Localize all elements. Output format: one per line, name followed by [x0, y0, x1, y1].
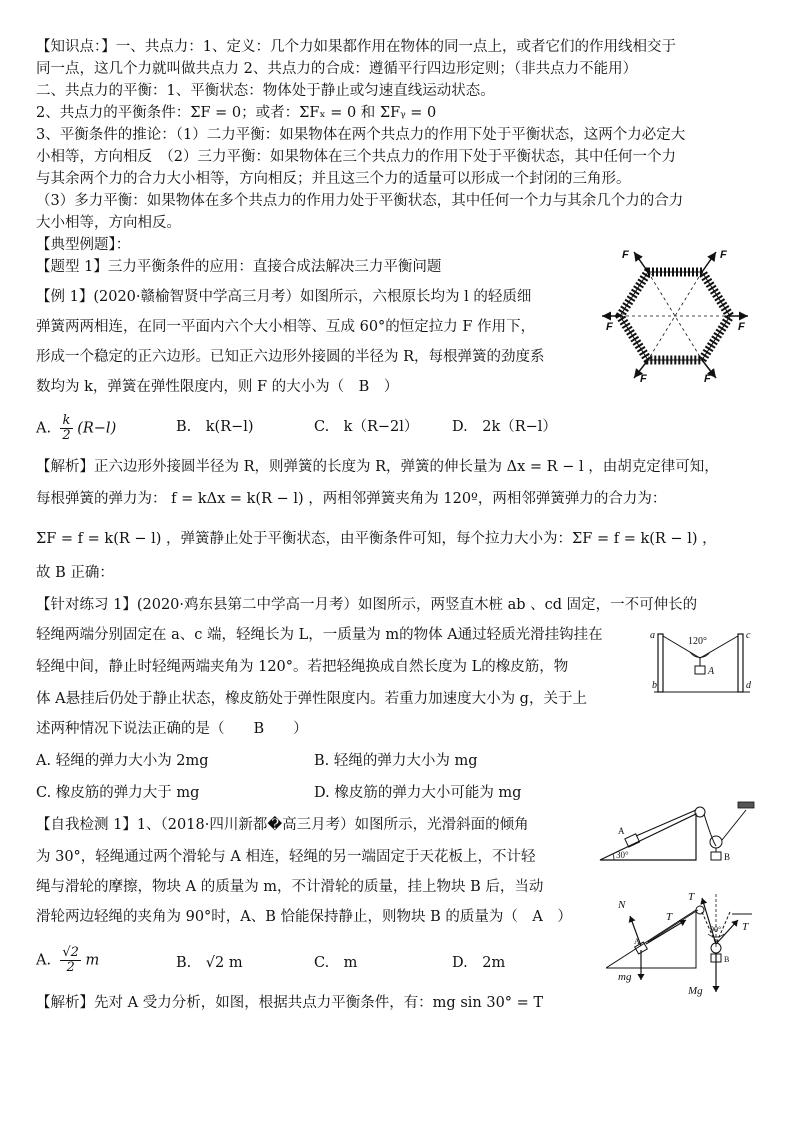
selfcheck1-option-b: B. √2 m	[176, 955, 243, 971]
selfcheck1-line-3: 绳与滑轮的摩擦，物块 A 的质量为 m，不计滑轮的质量，挂上物块 B 后，当动	[36, 879, 544, 895]
incline-angle-label: 30°	[616, 850, 629, 860]
block-b-label: B	[724, 955, 730, 964]
practice1-line-3: 轻绳中间，静止时轻绳两端夹角为 120°。若把轻绳换成自然长度为 L的橡皮筋，物	[36, 659, 569, 675]
example1-line-2: 弹簧两两相连，在同一平面内六个大小相等、互成 60°的恒定拉力 F 作用下，	[36, 319, 536, 335]
block-a-label: A	[634, 937, 640, 946]
object-label-a: A	[708, 666, 715, 677]
practice1-option-d: D. 橡皮筋的弹力大小可能为 mg	[314, 785, 522, 801]
knowledge-line-7: 与其余两个力的合力大小相等，方向相反；并且这三个力的适量可以形成一个封闭的三角形。	[36, 171, 631, 187]
selfcheck1-line-4: 滑轮两边轻绳的夹角为 90°时，A、B 恰能保持静止，则物块 B 的质量为（ A ）	[36, 909, 572, 925]
force-label: F	[738, 321, 745, 333]
selfcheck1-option-d: D. 2m	[452, 955, 506, 971]
practice1-line-5: 述两种情况下说法正确的是（ B ）	[36, 721, 308, 737]
analysis1-line-1: 【解析】正六边形外接圆半径为 R，则弹簧的长度为 R，弹簧的伸长量为 Δx = R − l ，由胡克定律可知，	[36, 459, 719, 475]
force-analysis-figure	[606, 888, 766, 1000]
force-label: F	[606, 321, 613, 333]
knowledge-line-1: 【知识点：】一、共点力：1、定义：几个力如果都作用在物体的同一点上，或者它们的作用线相交于	[36, 39, 676, 55]
practice1-line-2: 轻绳两端分别固定在 a、c 端，轻绳长为 L，一质量为 m的物体 A通过轻质光滑挂钩挂在	[36, 627, 603, 643]
selfcheck1-option-c: C. m	[314, 955, 358, 971]
knowledge-line-6: 小相等，方向相反 （2）三力平衡：如果物体在三个共点力的作用下处于平衡状态，其中任何一个力	[36, 149, 676, 165]
posts-rope-figure	[650, 622, 760, 698]
analysis1-line-3: ΣF = f = k(R − l) ，弹簧静止处于平衡状态，由平衡条件可知，每个拉力大小为：ΣF = f = k(R − l) ，	[36, 531, 717, 547]
knowledge-line-5: 3、平衡条件的推论：（1）二力平衡：如果物体在两个共点力的作用下处于平衡状态，这两个力必定大	[36, 127, 686, 143]
selfcheck1-line-1: 【自我检测 1】1、（2018·四川新都�高三月考）如图所示，光滑斜面的倾角	[36, 817, 529, 833]
angle-label: 120°	[688, 636, 707, 647]
post-label-c: c	[746, 630, 751, 641]
weight-a-label: mg	[618, 971, 632, 983]
selfcheck1-option-a: A. $\frac{√2}{2}$ m	[36, 945, 100, 975]
post-label-b: b	[652, 680, 657, 691]
force-label: F	[640, 373, 647, 384]
knowledge-line-4: 2、共点力的平衡条件：ΣF = 0；或者：ΣFₓ = 0 和 ΣFᵧ = 0	[36, 105, 437, 121]
post-label-d: d	[746, 680, 751, 691]
practice1-line-4: 体 A悬挂后仍处于静止状态，橡皮筋处于弹性限度内。若重力加速度大小为 g，关于上	[36, 691, 587, 707]
tension-label: T	[688, 891, 695, 903]
knowledge-line-8: （3）多力平衡：如果物体在多个共点力的作用力处于平衡状态，其中任何一个力与其余几个力的合力	[36, 193, 684, 209]
normal-force-label: N	[618, 899, 626, 911]
post-label-a: a	[650, 630, 655, 641]
angle-label: 90°	[710, 925, 722, 934]
practice1-option-a: A. 轻绳的弹力大小为 2mg	[36, 753, 209, 769]
knowledge-line-2: 同一点，这几个力就叫做共点力 2、共点力的合成：遵循平行四边形定则；（非共点力不能用）	[36, 61, 638, 77]
example1-option-d: D. 2k（R−l）	[452, 419, 557, 435]
topic-1-heading: 【题型 1】三力平衡条件的应用：直接合成法解决三力平衡问题	[36, 259, 442, 275]
weight-b-label: Mg	[688, 985, 703, 997]
example1-line-3: 形成一个稳定的正六边形。已知正六边形外接圆的半径为 R，每根弹簧的劲度系	[36, 349, 545, 365]
examples-heading: 【典型例题】：	[36, 237, 131, 253]
force-label: F	[622, 249, 629, 261]
practice1-option-c: C. 橡皮筋的弹力大于 mg	[36, 785, 200, 801]
practice1-line-1: 【针对练习 1】(2020·鸡东县第二中学高一月考）如图所示，两竖直木桩 ab 、cd 固定，一不可伸长的	[36, 597, 698, 613]
block-a-label: A	[618, 826, 625, 836]
tension-label: T	[742, 921, 749, 933]
incline-pulley-figure	[596, 800, 766, 862]
analysis1-line-2: 每根弹簧的弹力为： f = kΔx = k(R − l) ，两相邻弹簧夹角为 120º，两相邻弹簧弹力的合力为：	[36, 491, 667, 507]
example1-option-b: B. k(R−l)	[176, 419, 254, 435]
example1-option-a: A. $\frac{k}{2}$ (R−l)	[36, 413, 117, 443]
force-label: F	[720, 249, 727, 261]
analysis1-line-4: 故 B 正确：	[36, 565, 114, 581]
force-label: F	[704, 373, 711, 384]
block-b-label: B	[724, 852, 731, 862]
analysis2-line-1: 【解析】先对 A 受力分析，如图，根据共点力平衡条件，有：mg sin 30° = T	[36, 995, 544, 1011]
knowledge-line-3: 二、共点力的平衡：1、平衡状态：物体处于静止或匀速直线运动状态。	[36, 83, 495, 99]
practice1-option-b: B. 轻绳的弹力大小为 mg	[314, 753, 478, 769]
tension-label: T	[666, 911, 673, 923]
hexagon-springs-figure	[600, 244, 750, 384]
knowledge-line-9: 大小相等，方向相反。	[36, 215, 181, 231]
example1-line-1: 【例 1】(2020·赣榆智贤中学高三月考）如图所示，六根原长均为 l 的轻质细	[36, 289, 532, 305]
selfcheck1-line-2: 为 30°，轻绳通过两个滑轮与 A 相连，轻绳的另一端固定于天花板上，不计轻	[36, 849, 536, 865]
example1-option-c: C. k（R−2l）	[314, 419, 419, 435]
example1-line-4: 数均为 k，弹簧在弹性限度内，则 F 的大小为（ B ）	[36, 379, 399, 395]
